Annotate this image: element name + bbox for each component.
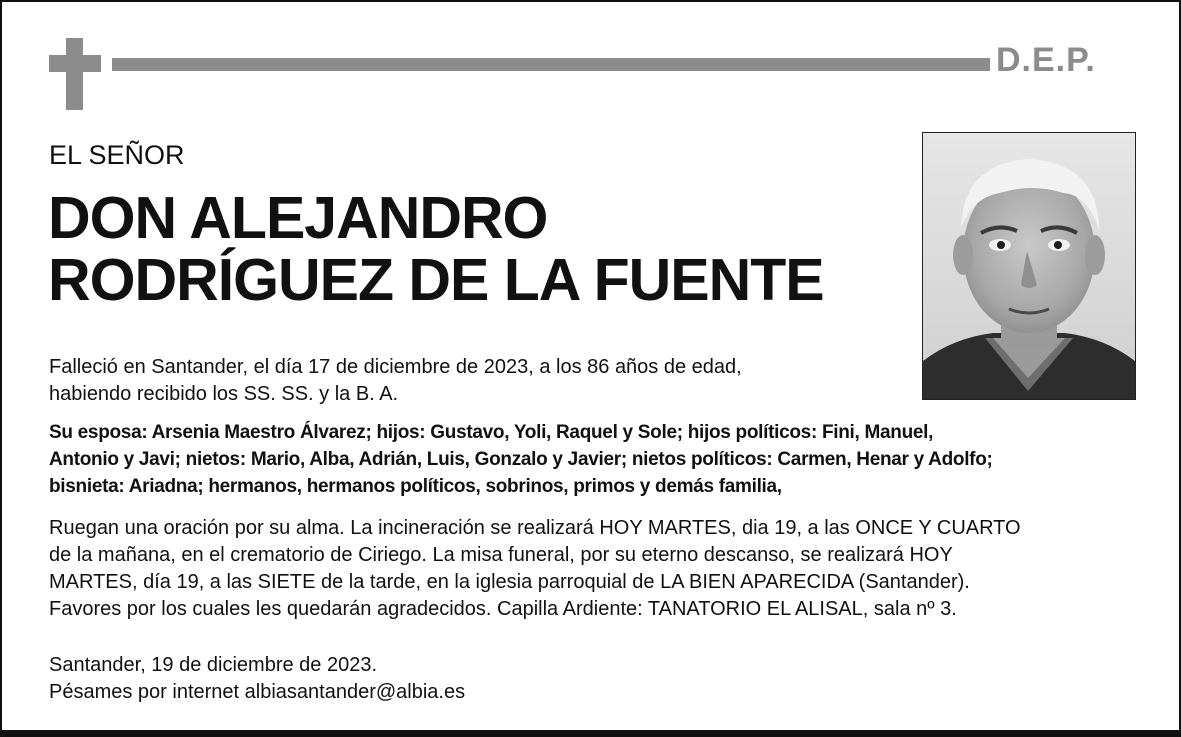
cross-icon-bar — [49, 55, 101, 72]
ceremony-line: MARTES, día 19, a las SIETE de la tarde, en la iglesia parroquial de LA BIEN APARECIDA (Santander). — [49, 571, 970, 593]
dep-label: D.E.P. — [996, 41, 1096, 79]
portrait-image — [923, 133, 1135, 399]
family-list — [49, 419, 993, 500]
death-notice — [49, 354, 742, 408]
cross-icon — [66, 38, 83, 110]
ceremony-details — [49, 515, 1021, 623]
header-rule — [112, 58, 990, 71]
family-line: bisnieta: Ariadna; hermanos, hermanos políticos, sobrinos, primos y demás familia, — [49, 476, 782, 497]
name-line-2: RODRÍGUEZ DE LA FUENTE — [48, 247, 824, 313]
footer-condolences: Pésames por internet albiasantander@albia.es — [49, 681, 466, 703]
footer — [49, 652, 465, 706]
name-line-1: DON ALEJANDRO — [48, 185, 548, 251]
family-line: Antonio y Javi; nietos: Mario, Alba, Adrián, Luis, Gonzalo y Javier; nietos políticos: Carmen, Henar y Adolfo; — [49, 449, 993, 470]
death-notice-line: Falleció en Santander, el día 17 de diciembre de 2023, a los 86 años de edad, — [49, 356, 742, 378]
deceased-title: EL SEÑOR — [49, 140, 185, 170]
bottom-border — [2, 730, 1179, 735]
ceremony-line: de la mañana, en el crematorio de Ciriego. La misa funeral, por su eterno descanso, se realizará HOY — [49, 544, 953, 566]
ceremony-line: Ruegan una oración por su alma. La incineración se realizará HOY MARTES, dia 19, a las ONCE Y CUARTO — [49, 517, 1021, 539]
deceased-name — [48, 187, 824, 311]
ceremony-line: Favores por los cuales les quedarán agradecidos. Capilla Ardiente: TANATORIO EL ALISAL, sala nº 3. — [49, 598, 957, 620]
death-notice-line: habiendo recibido los SS. SS. y la B. A. — [49, 383, 399, 405]
footer-date: Santander, 19 de diciembre de 2023. — [49, 654, 378, 676]
portrait-photo — [922, 132, 1136, 400]
family-line: Su esposa: Arsenia Maestro Álvarez; hijos: Gustavo, Yoli, Raquel y Sole; hijos políticos: Fini, Manuel, — [49, 422, 934, 443]
